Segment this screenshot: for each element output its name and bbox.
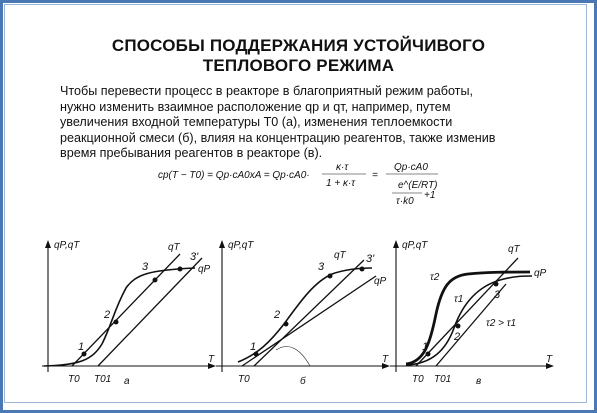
graph-b	[214, 232, 394, 392]
paragraph-line: реакционной смеси (б), влияя на концентрацию реагентов, также изменив	[60, 130, 496, 145]
graph-b-t0-label: T0	[238, 374, 250, 385]
paragraph-line: увеличения входной температуры T0 (а), изменения теплоемкости	[60, 115, 453, 130]
graph-a-t01-label: T01	[94, 374, 112, 385]
paragraph-line: время пребывания реагентов в реакторе (в).	[60, 146, 323, 161]
graph-a-label-3: 3	[142, 261, 149, 273]
paragraph-line: нужно изменить взаимное расположение qр и qт, например, путем	[60, 99, 451, 114]
formula-frac1-num: κ·τ	[336, 162, 349, 173]
formula-frac2-num: Qp·cA0	[394, 162, 428, 173]
graph-v-tau2-label: τ2	[430, 272, 440, 283]
graph-v-y-label: qP,qT	[402, 240, 428, 251]
graph-a-t0-label: T0	[68, 374, 80, 385]
formula-equals: =	[372, 170, 378, 181]
heat-balance-formula	[158, 160, 458, 220]
graph-b-label-3p: 3'	[366, 253, 375, 265]
graph-v-point-3	[494, 282, 499, 287]
graph-a-qt-line-1	[72, 254, 180, 366]
graph-v-y-arrow	[393, 240, 399, 248]
graph-v-line-label: qT	[508, 244, 520, 255]
graph-v-t01-label: T01	[434, 374, 452, 385]
graph-v-label-3: 3	[494, 289, 501, 301]
graph-b-point-3	[328, 274, 333, 279]
graph-v-x-label: T	[546, 354, 553, 365]
formula-frac2-den-plus: +1	[424, 190, 436, 201]
graph-v-label-2: 2	[454, 331, 461, 343]
graph-v-t0-label: T0	[412, 374, 424, 385]
graph-b-line-label: qP	[374, 276, 387, 287]
graph-a-point-2	[114, 320, 119, 325]
formula-frac2-den-tau: τ·k0	[396, 196, 414, 207]
graph-v-point-2	[456, 324, 461, 329]
graph-a-label-3p: 3'	[190, 251, 199, 263]
graph-b-label-2: 2	[274, 309, 281, 321]
graph-b-x-label: T	[382, 354, 389, 365]
graph-b-curve-label: qT	[334, 250, 346, 261]
slide-paragraph	[60, 84, 540, 162]
graph-v-tau1-label: τ1	[454, 294, 464, 305]
graph-b-y-arrow	[219, 240, 225, 248]
graph-b-qt-curve	[238, 268, 372, 362]
slide-title-line-2: ТЕПЛОВОГО РЕЖИМА	[202, 56, 395, 75]
graph-a-y-label: qP,qT	[54, 240, 80, 251]
graph-v	[388, 232, 568, 392]
graph-b-caption: б	[300, 376, 306, 387]
graph-a-line-label: qT	[168, 242, 180, 253]
graph-b-label-1: 1	[250, 341, 257, 353]
graph-b-qp-line-2	[254, 260, 364, 366]
graph-a-label-2: 2	[104, 309, 111, 321]
graph-a-x-label: T	[208, 354, 215, 365]
graph-b-point-2	[284, 322, 289, 327]
graph-b-y-label: qP,qT	[228, 240, 254, 251]
graph-a-qt-line-2	[98, 258, 202, 366]
graph-b-point-3p	[360, 267, 365, 272]
paragraph-line: Чтобы перевести процесс в реакторе в благоприятный режим работы,	[60, 84, 474, 98]
graph-a-point-3p	[178, 267, 183, 272]
graph-b-shade-arc	[276, 347, 310, 366]
graph-v-relation: τ2 > τ1	[486, 318, 516, 329]
graph-a	[40, 232, 220, 392]
graph-v-caption: в	[476, 376, 482, 387]
graph-a-point-3	[153, 278, 158, 283]
graph-v-curve-label: qP	[534, 268, 547, 279]
formula-lhs: cp(T − T0) = Qp·cA0xA = Qp·cA0·	[158, 170, 310, 181]
graph-b-label-3: 3	[318, 261, 325, 273]
graph-a-label-1: 1	[78, 341, 85, 353]
slide-title-line-1: СПОСОБЫ ПОДДЕРЖАНИЯ УСТОЙЧИВОГО	[111, 36, 486, 55]
formula-frac2-den-exp: e^(E/RT)	[398, 180, 438, 191]
graph-a-y-arrow	[45, 240, 51, 248]
formula-frac1-den: 1 + κ·τ	[326, 178, 356, 189]
graph-b-qp-line-1	[242, 276, 376, 366]
graph-a-curve-label: qP	[198, 264, 211, 275]
graph-a-caption: а	[124, 376, 130, 387]
graph-v-label-1: 1	[422, 341, 429, 353]
